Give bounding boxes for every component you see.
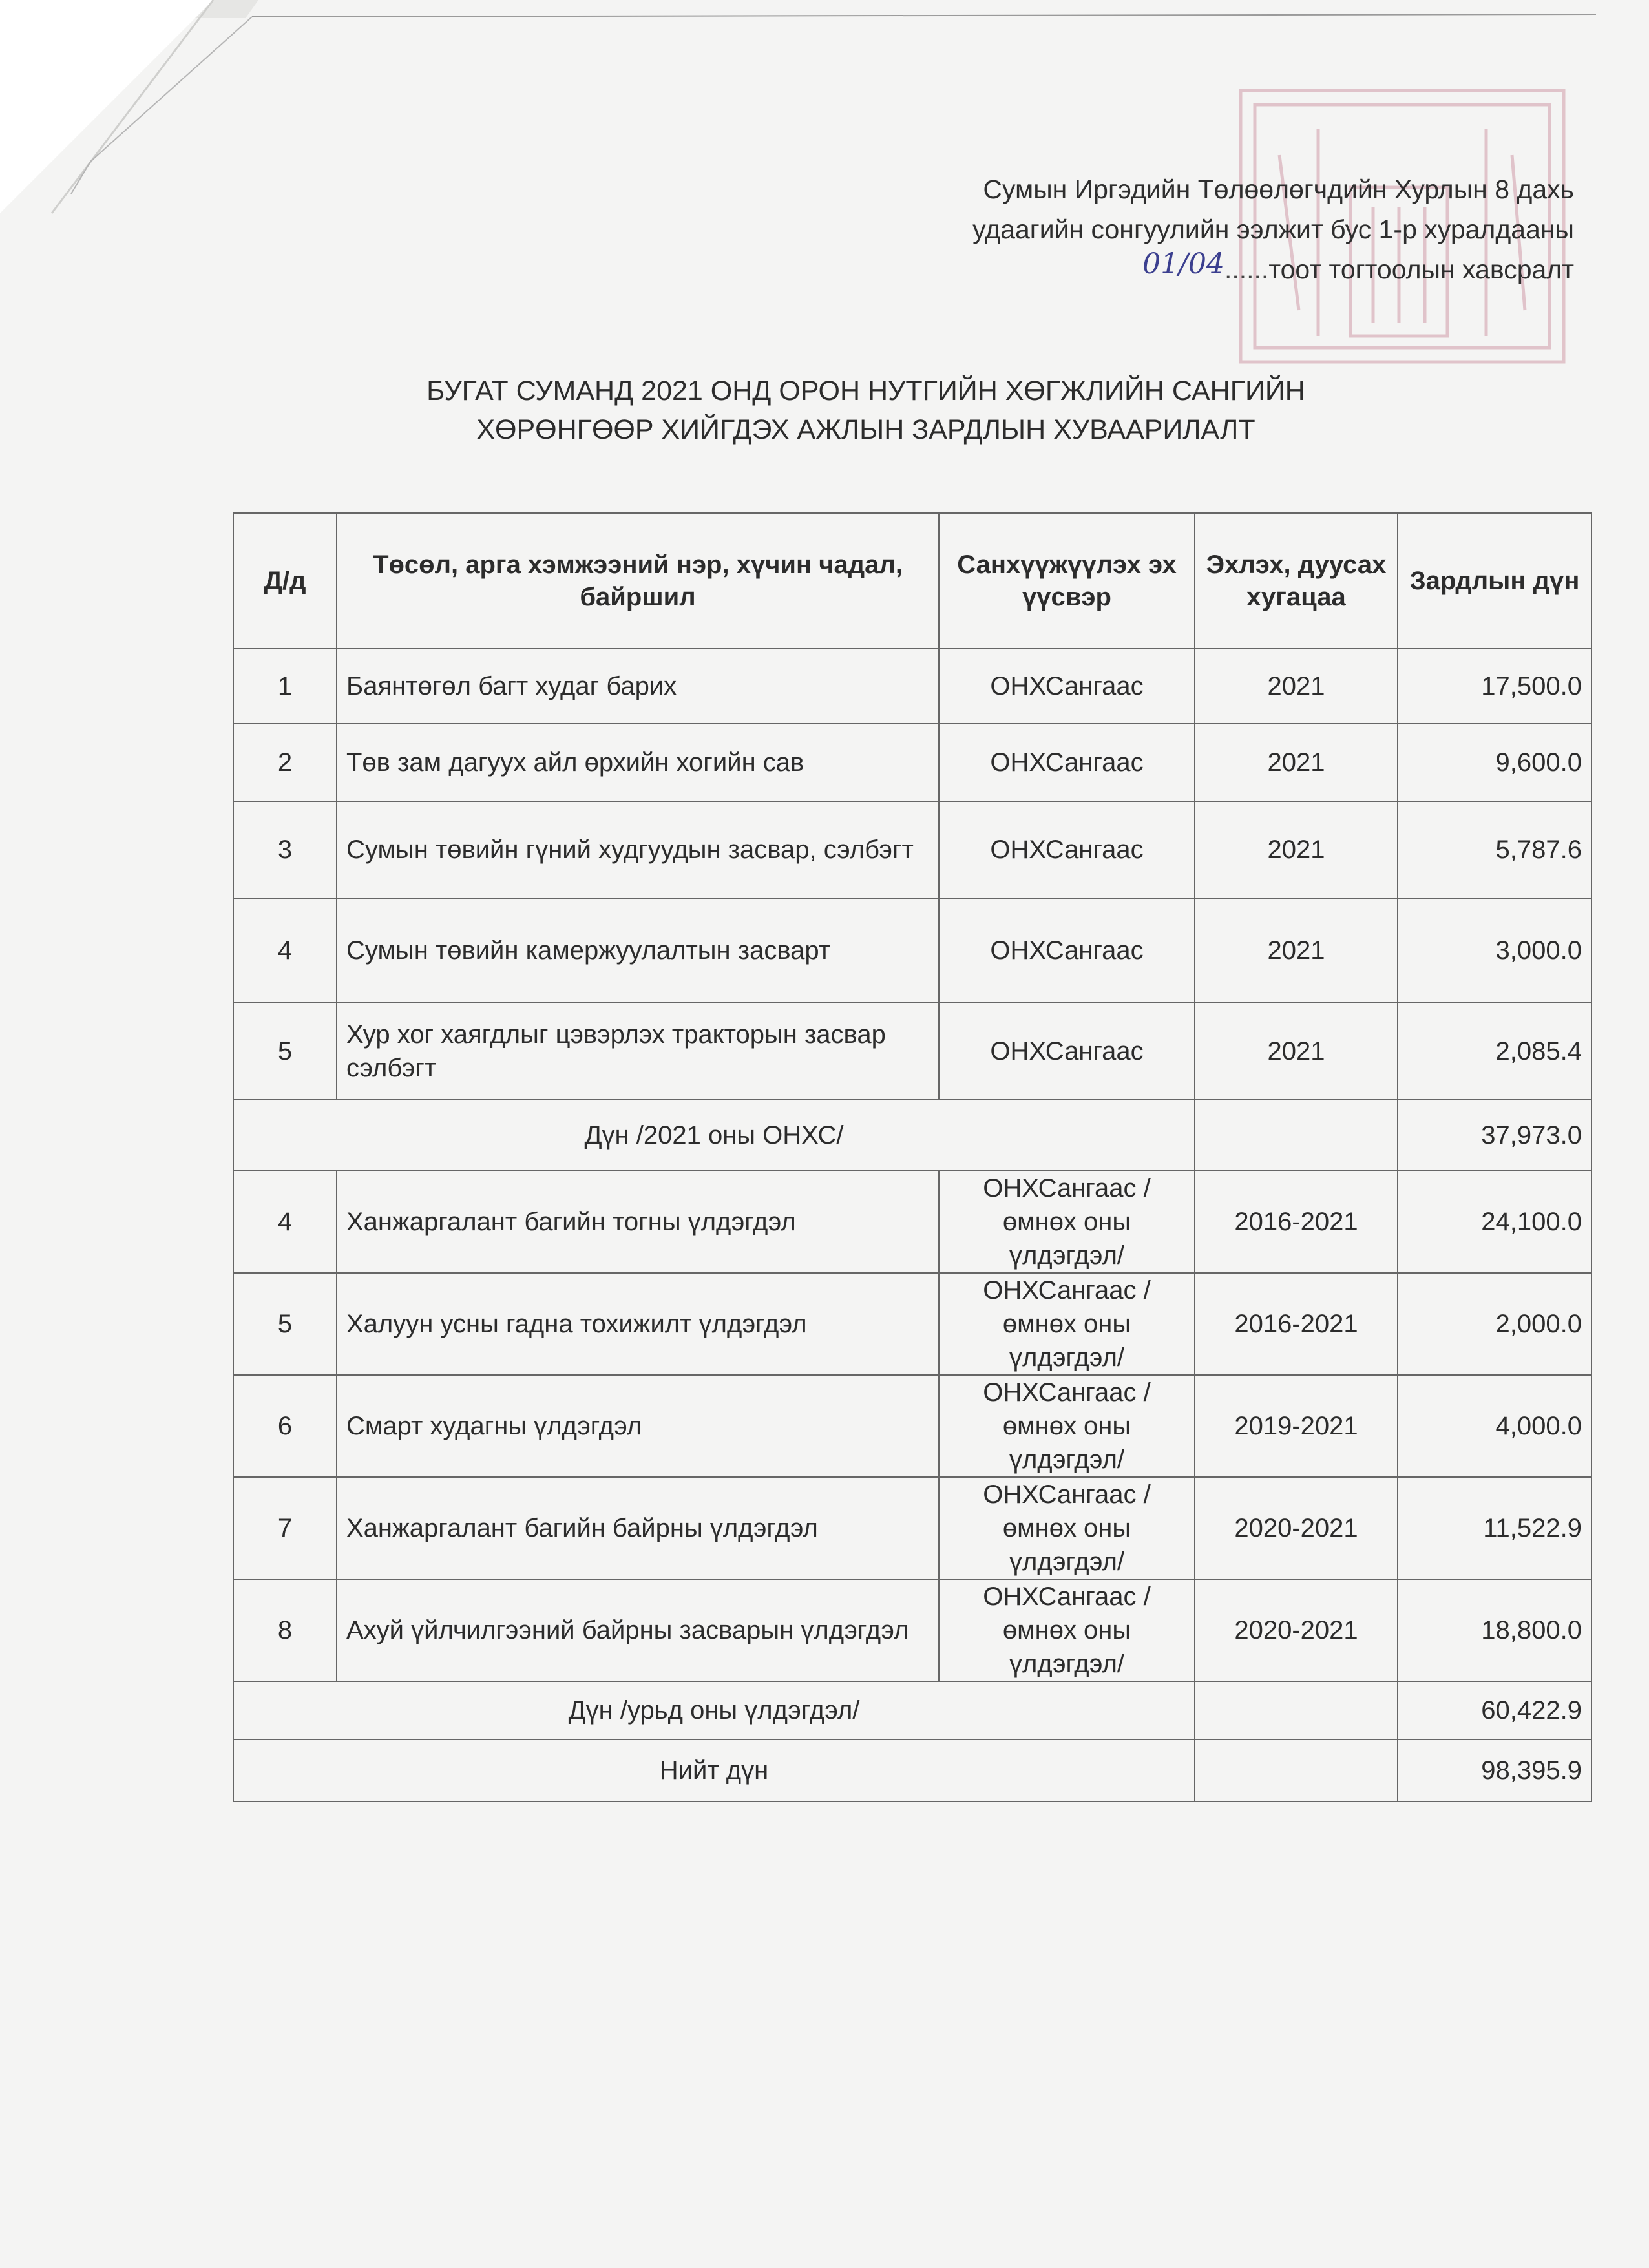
subtotal-empty-cell <box>1195 1681 1398 1739</box>
row-period: 2016-2021 <box>1195 1171 1398 1273</box>
subtotal-label: Дүн /2021 оны ОНХС/ <box>233 1100 1195 1171</box>
row-period: 2020-2021 <box>1195 1579 1398 1681</box>
row-amount: 3,000.0 <box>1398 898 1591 1003</box>
row-num: 2 <box>233 724 337 801</box>
total-row <box>233 1739 1591 1801</box>
row-num: 8 <box>233 1579 337 1681</box>
row-num: 5 <box>233 1273 337 1375</box>
table-row <box>233 724 1591 801</box>
total-label: Нийт дүн <box>233 1739 1195 1801</box>
row-num: 6 <box>233 1375 337 1477</box>
row-amount: 17,500.0 <box>1398 649 1591 724</box>
row-period: 2021 <box>1195 801 1398 898</box>
row-name: Сумын төвийн камержуулалтын засварт <box>337 898 939 1003</box>
table-row <box>233 1477 1591 1579</box>
row-source: ОНХСангаас <box>939 649 1195 724</box>
table-row <box>233 898 1591 1003</box>
table-header-row <box>233 513 1591 649</box>
row-source: ОНХСангаас <box>939 801 1195 898</box>
row-num: 7 <box>233 1477 337 1579</box>
row-source: ОНХСангаас /өмнөх оны үлдэгдэл/ <box>939 1273 1195 1375</box>
total-amount: 98,395.9 <box>1398 1739 1591 1801</box>
row-source: ОНХСангаас /өмнөх оны үлдэгдэл/ <box>939 1375 1195 1477</box>
row-amount: 4,000.0 <box>1398 1375 1591 1477</box>
row-name: Төв зам дагуух айл өрхийн хогийн сав <box>337 724 939 801</box>
row-source: ОНХСангаас /өмнөх оны үлдэгдэл/ <box>939 1579 1195 1681</box>
row-source: ОНХСангаас /өмнөх оны үлдэгдэл/ <box>939 1171 1195 1273</box>
appendix-note-line3 <box>734 249 1574 289</box>
row-num: 4 <box>233 898 337 1003</box>
document-title-line1: БУГАТ СУМАНД 2021 ОНД ОРОН НУТГИЙН ХӨГЖЛИЙН САНГИЙН <box>426 375 1305 406</box>
table-row <box>233 1003 1591 1100</box>
header-period: Эхлэх, дуусах хугацаа <box>1195 513 1398 649</box>
appendix-note <box>734 169 1574 289</box>
appendix-note-line2: удаагийн сонгуулийн ээлжит бус 1-р хуралдааны <box>972 215 1574 244</box>
budget-table <box>233 512 1592 1802</box>
table-row <box>233 649 1591 724</box>
row-name: Баянтөгөл багт худаг барих <box>337 649 939 724</box>
row-name: Смарт худагны үлдэгдэл <box>337 1375 939 1477</box>
header-amount: Зардлын дүн <box>1398 513 1591 649</box>
table-row <box>233 1171 1591 1273</box>
fill-dots: ...... <box>1224 255 1269 284</box>
total-empty-cell <box>1195 1739 1398 1801</box>
row-amount: 5,787.6 <box>1398 801 1591 898</box>
row-num: 1 <box>233 649 337 724</box>
subtotal-label: Дүн /урьд оны үлдэгдэл/ <box>233 1681 1195 1739</box>
row-num: 3 <box>233 801 337 898</box>
row-name: Ахуй үйлчилгээний байрны засварын үлдэгдэл <box>337 1579 939 1681</box>
appendix-note-line3-text: тоот тогтоолын хавсралт <box>1268 255 1574 284</box>
row-period: 2021 <box>1195 1003 1398 1100</box>
subtotal-row <box>233 1681 1591 1739</box>
document-title-line2: ХӨРӨНГӨӨР ХИЙГДЭХ АЖЛЫН ЗАРДЛЫН ХУВААРИЛАЛТ <box>476 414 1255 445</box>
row-amount: 2,000.0 <box>1398 1273 1591 1375</box>
handwritten-resolution-number: 01/04 <box>1142 247 1224 280</box>
row-name: Хур хог хаягдлыг цэвэрлэх тракторын засвар сэлбэгт <box>337 1003 939 1100</box>
header-name: Төсөл, арга хэмжээний нэр, хүчин чадал, байршил <box>337 513 939 649</box>
row-source: ОНХСангаас /өмнөх оны үлдэгдэл/ <box>939 1477 1195 1579</box>
row-period: 2021 <box>1195 724 1398 801</box>
appendix-note-line1: Сумын Иргэдийн Төлөөлөгчдийн Хурлын 8 дахь <box>983 174 1574 204</box>
table-row <box>233 1375 1591 1477</box>
row-period: 2019-2021 <box>1195 1375 1398 1477</box>
row-amount: 11,522.9 <box>1398 1477 1591 1579</box>
row-num: 4 <box>233 1171 337 1273</box>
row-name: Ханжаргалант багийн байрны үлдэгдэл <box>337 1477 939 1579</box>
table-row <box>233 801 1591 898</box>
row-num: 5 <box>233 1003 337 1100</box>
row-name: Халуун усны гадна тохижилт үлдэгдэл <box>337 1273 939 1375</box>
table-row <box>233 1273 1591 1375</box>
row-name: Ханжаргалант багийн тогны үлдэгдэл <box>337 1171 939 1273</box>
row-period: 2016-2021 <box>1195 1273 1398 1375</box>
document-title <box>233 372 1499 449</box>
row-period: 2021 <box>1195 649 1398 724</box>
row-period: 2021 <box>1195 898 1398 1003</box>
row-amount: 9,600.0 <box>1398 724 1591 801</box>
subtotal-row <box>233 1100 1591 1171</box>
row-source: ОНХСангаас <box>939 1003 1195 1100</box>
row-source: ОНХСангаас <box>939 898 1195 1003</box>
subtotal-amount: 37,973.0 <box>1398 1100 1591 1171</box>
header-num: Д/д <box>233 513 337 649</box>
subtotal-empty-cell <box>1195 1100 1398 1171</box>
header-source: Санхүүжүүлэх эх үүсвэр <box>939 513 1195 649</box>
row-amount: 2,085.4 <box>1398 1003 1591 1100</box>
row-name: Сумын төвийн гүний худгуудын засвар, сэлбэгт <box>337 801 939 898</box>
row-amount: 24,100.0 <box>1398 1171 1591 1273</box>
subtotal-amount: 60,422.9 <box>1398 1681 1591 1739</box>
row-amount: 18,800.0 <box>1398 1579 1591 1681</box>
table-row <box>233 1579 1591 1681</box>
row-period: 2020-2021 <box>1195 1477 1398 1579</box>
row-source: ОНХСангаас <box>939 724 1195 801</box>
